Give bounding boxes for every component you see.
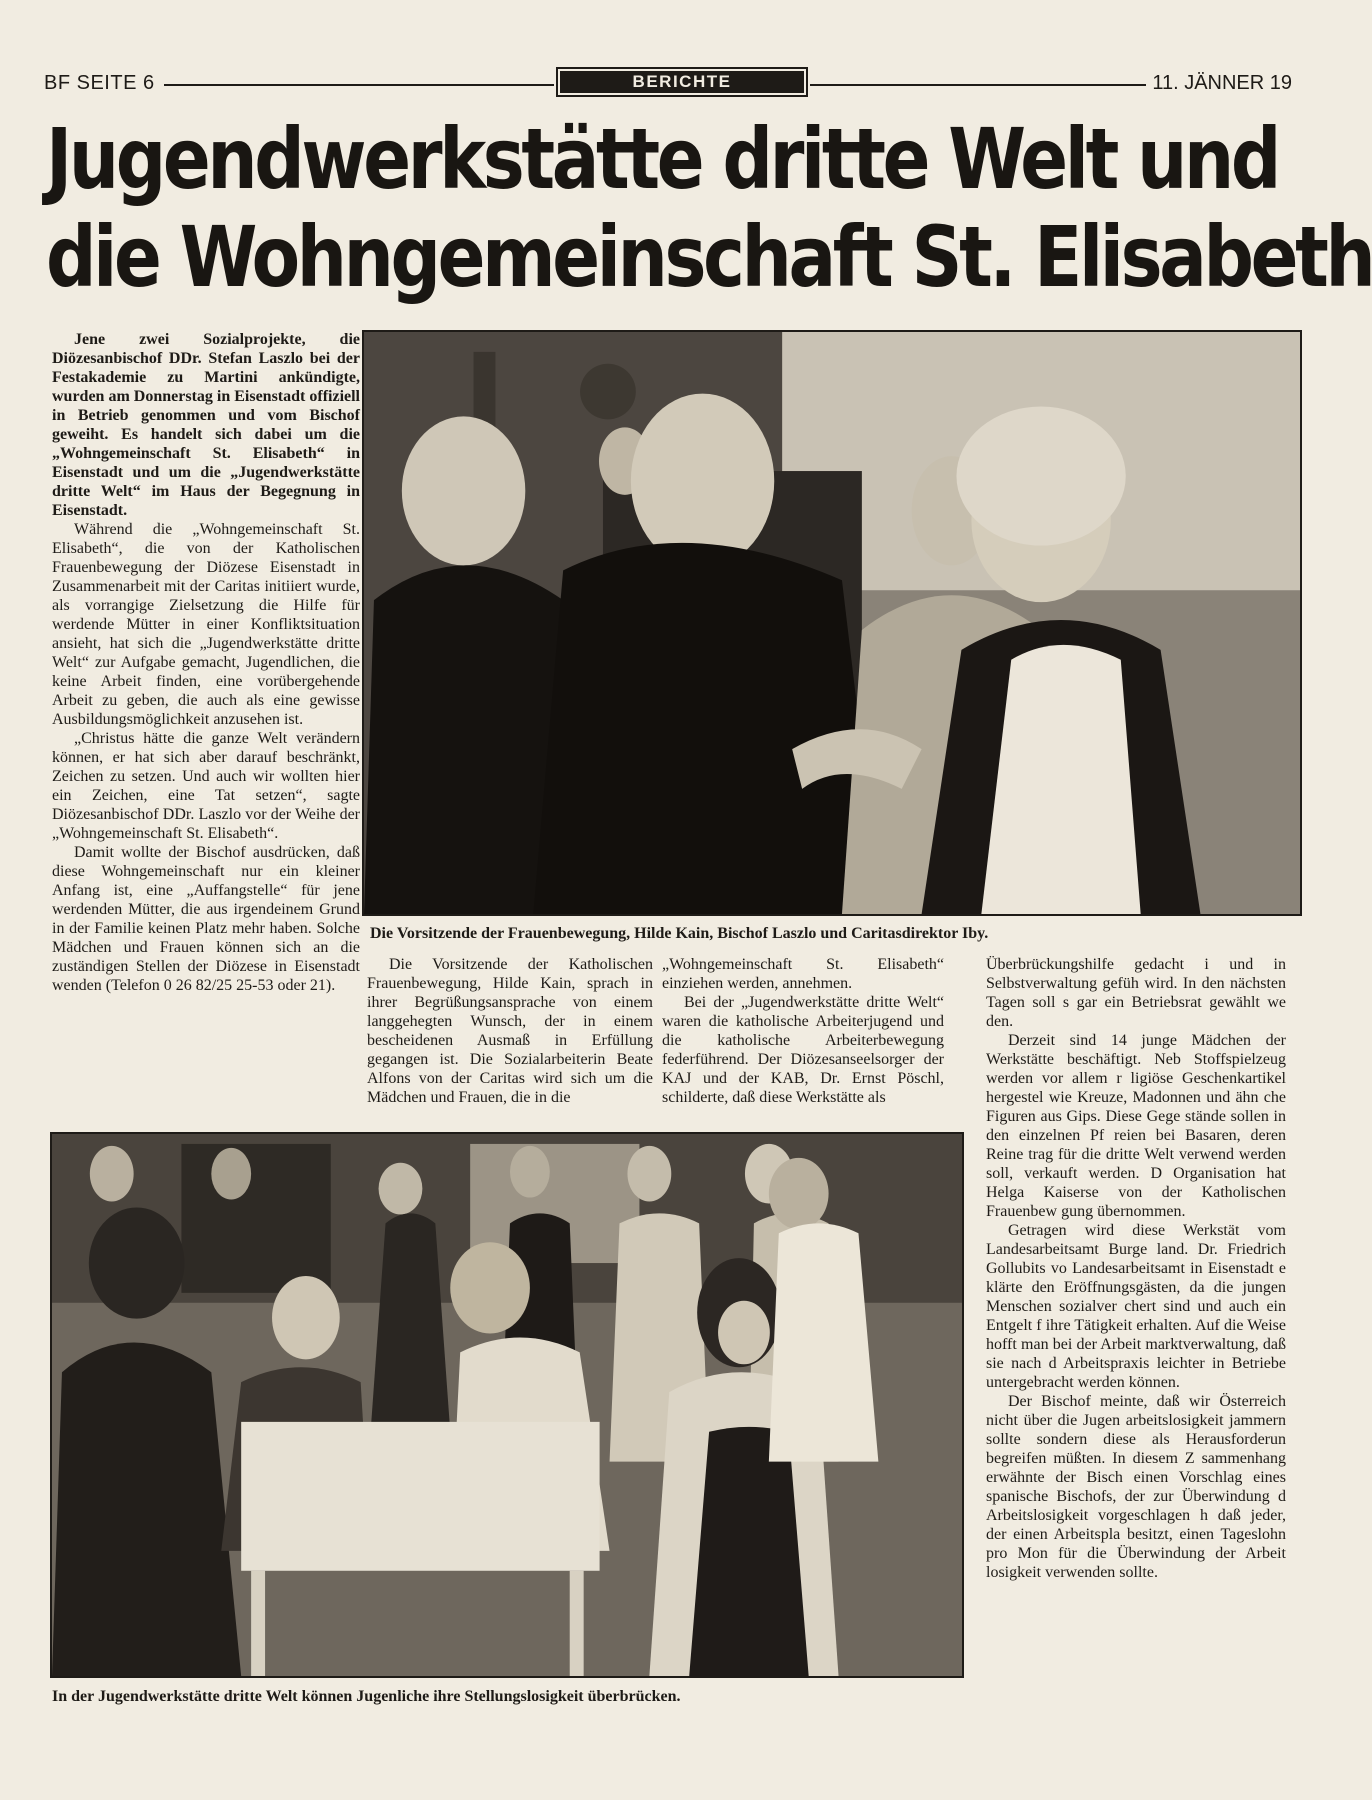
article-paragraph: Die Vorsitzende der Katholischen Frauenbewegung, Hilde Kain, sprach in ihrer Begrüßungsansprache von einem langgehegten Wunsch, der in einem bescheidenen Ausmaß in Erfüllung gegangen ist. Die Sozialarbeiterin Beate Alfons von der Caritas wird sich um die Mädchen und Frauen, die in die [367,956,653,1106]
article-paragraph: Während die „Wohngemeinschaft St. Elisabeth“, die von der Katholischen Frauenbewegung der Diözese Eisenstadt in Zusammenarbeit mit der Caritas initiiert wurde, als vorrangige Zielsetzung die Hilfe für werdende Mütter in einer Konfliktsituation ansieht, hat sich die „Jugendwerkstätte dritte Welt“ zur Aufgabe gemacht, Jugendlichen, die keine Arbeit finden, eine vorübergehende Arbeit zu geben, die auch als eine gewisse Ausbildungsmöglichkeit anzusehen ist. [52,521,360,728]
article-column-3 [662,955,944,1107]
article-paragraph: „Wohngemeinschaft St. Elisabeth“ einziehen werden, annehmen. [662,956,944,992]
rule-right [810,84,1146,86]
section-label-box [556,67,808,97]
rule-left [164,84,554,86]
page-number: BF SEITE 6 [44,72,155,94]
headline [46,110,1372,306]
section-label: BERICHTE [560,71,804,93]
headline-line-2: die Wohngemeinschaft St. Elisabeth [46,208,1372,306]
article-paragraph: Damit wollte der Bischof ausdrücken, daß diese Wohngemeinschaft nur ein kleiner Anfang ist, eine „Auffangstelle“ für jene werdenden Mütter, die aus irgendeinem Grund in der Familie keinen Platz mehr haben. Solche Mädchen und Frauen können sich an die zuständigen Stellen der Diözese in Eisenstadt wenden (Telefon 0 26 82/25 25-53 oder 21). [52,844,360,994]
issue-date: 11. JÄNNER 19 [1152,72,1292,94]
photo-workshop [50,1132,964,1678]
article-paragraph: Getragen wird diese Werkstät vom Landesarbeitsamt Burge land. Dr. Friedrich Gollubits vo Landesarbeitsamt in Eisenstadt e klärte den Eröffnungsgästen, da die jungen Menschen sozialver chert sind und auch ein Entgelt f ihre Tätigkeit erhalten. Auf die Weise hofft man bei der Arbeit marktverwaltung, daß sie nach d Arbeitspraxis leichter in Betriebe untergebracht werden können. [986,1222,1286,1391]
article-paragraph: Überbrückungshilfe gedacht i und in Selbstverwaltung gefüh wird. In den nächsten Tagen soll s gar ein Betriebsrat gewählt we den. [986,956,1286,1030]
photo-caption-bottom: In der Jugendwerkstätte dritte Welt können Jugenliche ihre Stellungslosigkeit überbrücken. [52,1688,681,1705]
article-column-1 [52,330,360,995]
article-paragraph: Der Bischof meinte, daß wir Österreich nicht über die Jugen arbeitslosigkeit jammern sollte sondern diese als Herausforderun begreifen müßten. In diesem Z sammenhang erwähnte der Bisch einen Vorschlag eines spanische Bischofs, der zur Überwindung d Arbeitslosigkeit vorgeschlagen h daß jeder, der einen Arbeitspla besitzt, einen Tageslohn pro Mon für die Überwindung der Arbeit losigkeit verwenden sollte. [986,1393,1286,1581]
article-paragraph: Bei der „Jugendwerkstätte dritte Welt“ waren die katholische Arbeiterjugend und die katholische Arbeiterbewegung federführend. Der Diözesanseelsorger der KAJ und der KAB, Dr. Ernst Pöschl, schilderte, daß diese Werkstätte als [662,994,944,1106]
headline-line-1: Jugendwerkstätte dritte Welt und [46,110,1279,208]
photo-caption-top: Die Vorsitzende der Frauenbewegung, Hilde Kain, Bischof Laszlo und Caritasdirektor Iby. [370,925,989,942]
article-paragraph: „Christus hätte die ganze Welt verändern können, er hat sich aber darauf beschränkt, Zeichen zu setzen. Und auch wir wollten hier ein Zeichen, eine Tat setzen“, sagte Diözesanbischof DDr. Laszlo vor der Weihe der „Wohngemeinschaft St. Elisabeth“. [52,730,360,842]
article-column-2 [367,955,653,1107]
article-column-4 [986,955,1286,1582]
article-paragraph: Derzeit sind 14 junge Mädchen der Werkstätte beschäftigt. Neb Stoffspielzeug werden vor allem r ligiöse Geschenkartikel hergestel wie Kreuze, Madonnen und ähn che Figuren aus Gips. Diese Gege stände sollen in den einzelnen Pf reien bei Basaren, deren Reine trag für die dritte Welt verwend werden soll, verkauft werden. D Organisation hat Helga Kaiserse von der Katholischen Frauenbew gung übernommen. [986,1032,1286,1220]
lead-paragraph: Jene zwei Sozialprojekte, die Diözesanbischof DDr. Stefan Laszlo bei der Festakademie zu Martini ankündigte, wurden am Donnerstag in Eisenstadt offiziell in Betrieb genommen und vom Bischof geweiht. Es handelt sich dabei um die „Wohngemeinschaft St. Elisabeth“ in Eisenstadt und um die „Jugendwerkstätte dritte Welt“ im Haus der Begegnung in Eisenstadt. [52,331,360,519]
running-head [44,70,1292,102]
photo-bishop-meeting [362,330,1302,916]
